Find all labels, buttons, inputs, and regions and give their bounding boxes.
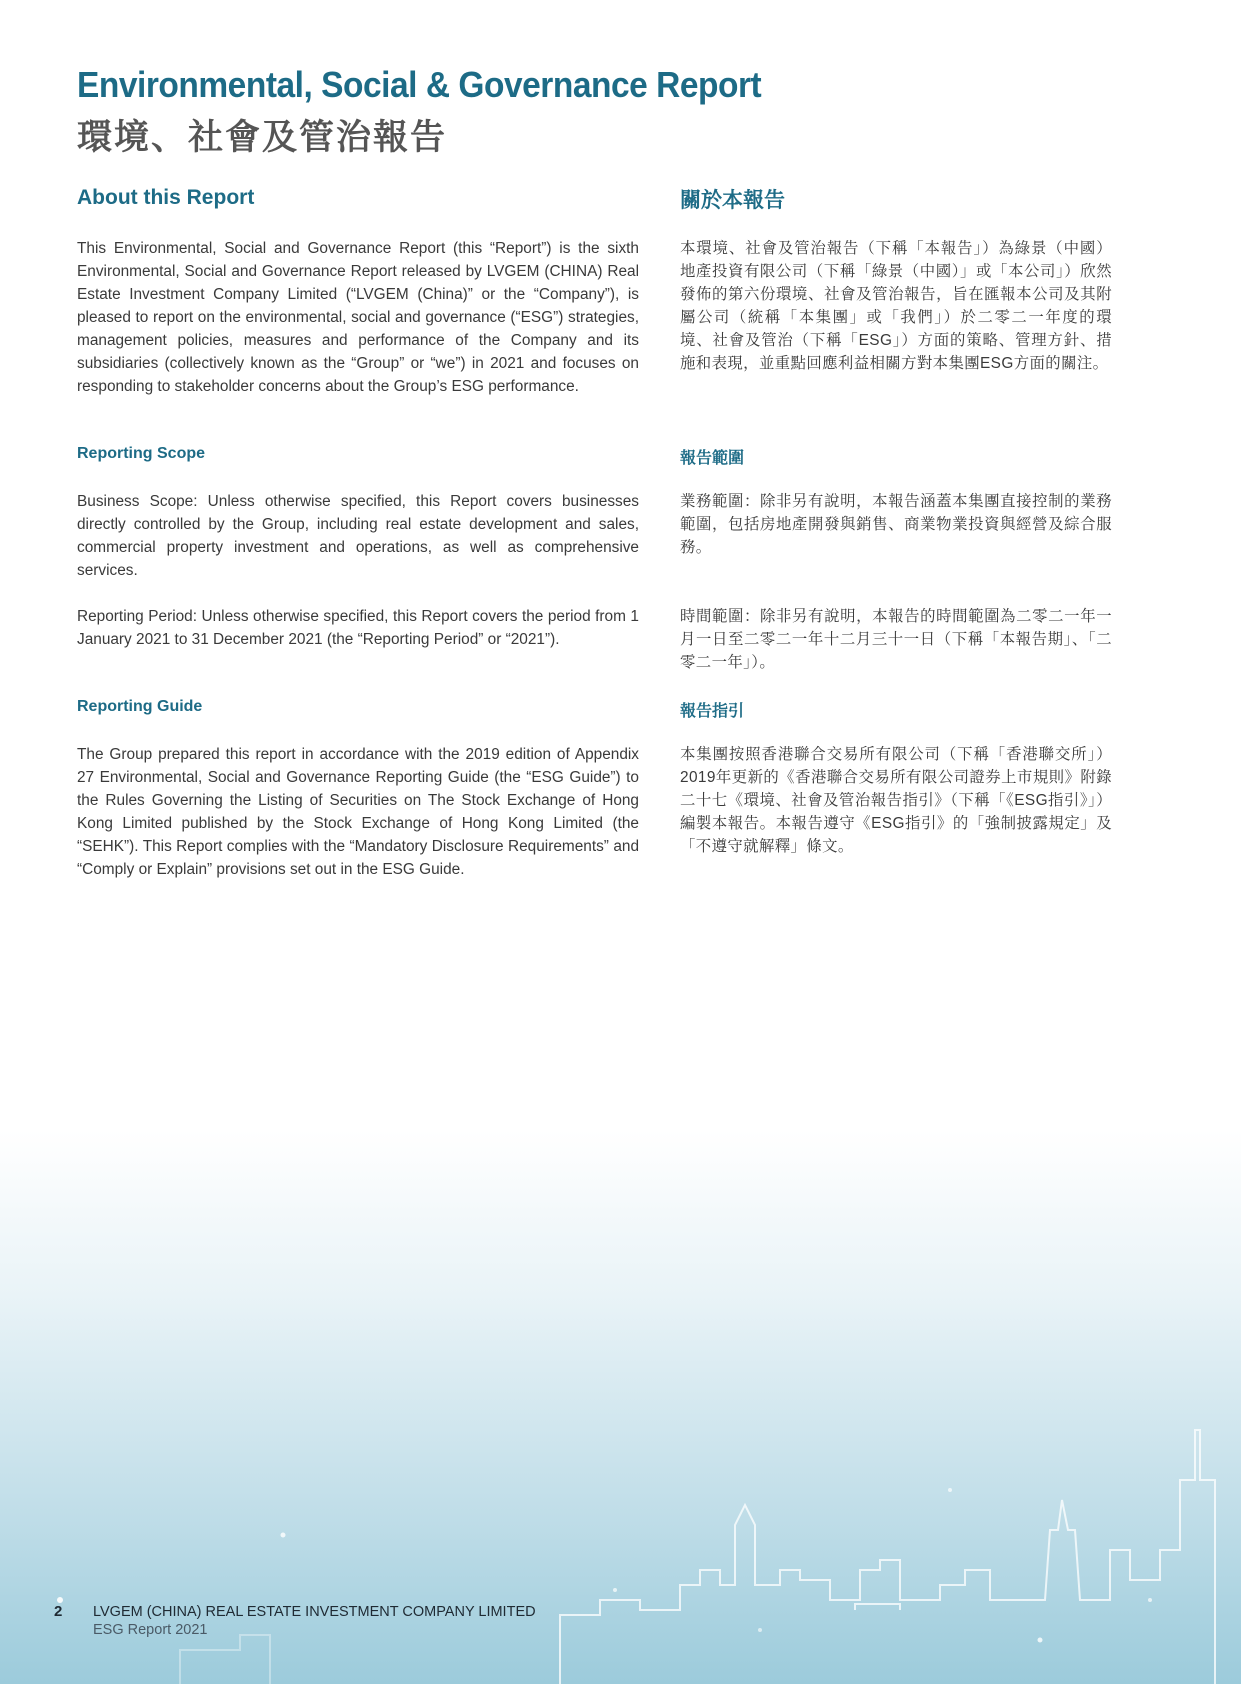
city-skyline-illustration xyxy=(0,1130,1241,1684)
guide-body-chinese: 本集團按照香港聯合交易所有限公司（下稱「香港聯交所」）2019年更新的《香港聯合交易所有限公司證券上市規則》附錄二十七《環境、社會及管治報告指引》（下稱「《ESG指引》」）編製本報告。本報告遵守《ESG指引》的「強制披露規定」及「不遵守就解釋」條文。 xyxy=(680,746,1112,855)
about-body-english: This Environmental, Social and Governance Report (this “Report”) is the sixth Environmental, Social and Governance Report released by LVGEM (CHINA) Real Estate Investment Company Limited (“LVGEM (China)” or the “Company”), is pleased to report on the environmental, social and governance (“ESG”) strategies, management policies, measures and performance of the Company and its subsidiaries (collectively known as the “Group” or “we”) in 2021 and focuses on responding to stakeholder concerns about the Group’s ESG performance. xyxy=(77,240,639,395)
page-title-chinese: 環境、社會及管治報告 xyxy=(77,118,448,157)
page-title-english: Environmental, Social & Governance Report xyxy=(77,64,762,105)
reporting-period-english: Reporting Period: Unless otherwise specified, this Report covers the period from 1 January 2021 to 31 December 2021 (the “Reporting Period” or “2021”). xyxy=(77,608,639,648)
guide-body-english: The Group prepared this report in accordance with the 2019 edition of Appendix 27 Environmental, Social and Governance Reporting Guide (the “ESG Guide”) to the Rules Governing the Listing of Securities on The Stock Exchange of Hong Kong Limited published by the Stock Exchange of Hong Kong Limited (the “SEHK”). This Report complies with the “Mandatory Disclosure Requirements” and “Comply or Explain” provisions set out in the ESG Guide. xyxy=(77,746,639,878)
guide-heading-english: Reporting Guide xyxy=(77,698,203,715)
business-scope-chinese: 業務範圍：除非另有說明，本報告涵蓋本集團直接控制的業務範圍，包括房地產開發與銷售、商業物業投資與經營及綜合服務。 xyxy=(680,493,1112,556)
about-heading-chinese: 關於本報告 xyxy=(680,189,785,212)
guide-heading-chinese: 報告指引 xyxy=(680,703,745,720)
reporting-period-chinese: 時間範圍：除非另有說明，本報告的時間範圍為二零二一年一月一日至二零二一年十二月三十一日（下稱「本報告期」、「二零二一年」）。 xyxy=(680,608,1112,671)
footer-company-name: LVGEM (CHINA) REAL ESTATE INVESTMENT COMPANY LIMITED xyxy=(93,1604,536,1620)
about-body-chinese: 本環境、社會及管治報告（下稱「本報告」）為綠景（中國）地產投資有限公司（下稱「綠景（中國）」或「本公司」）欣然發佈的第六份環境、社會及管治報告，旨在匯報本公司及其附屬公司（統稱「本集團」或「我們」）於二零二一年度的環境、社會及管治（下稱「ESG」）方面的策略、管理方針、措施和表現，並重點回應利益相關方對本集團ESG方面的關注。 xyxy=(680,240,1112,372)
page-number: 2 xyxy=(54,1603,63,1620)
about-heading-english: About this Report xyxy=(77,186,255,209)
business-scope-english: Business Scope: Unless otherwise specified, this Report covers businesses directly controlled by the Group, including real estate development and sales, commercial property investment and operations, as well as comprehensive services. xyxy=(77,493,639,579)
scope-heading-chinese: 報告範圍 xyxy=(680,450,745,467)
footer-report-name: ESG Report 2021 xyxy=(93,1622,208,1638)
scope-heading-english: Reporting Scope xyxy=(77,445,206,462)
